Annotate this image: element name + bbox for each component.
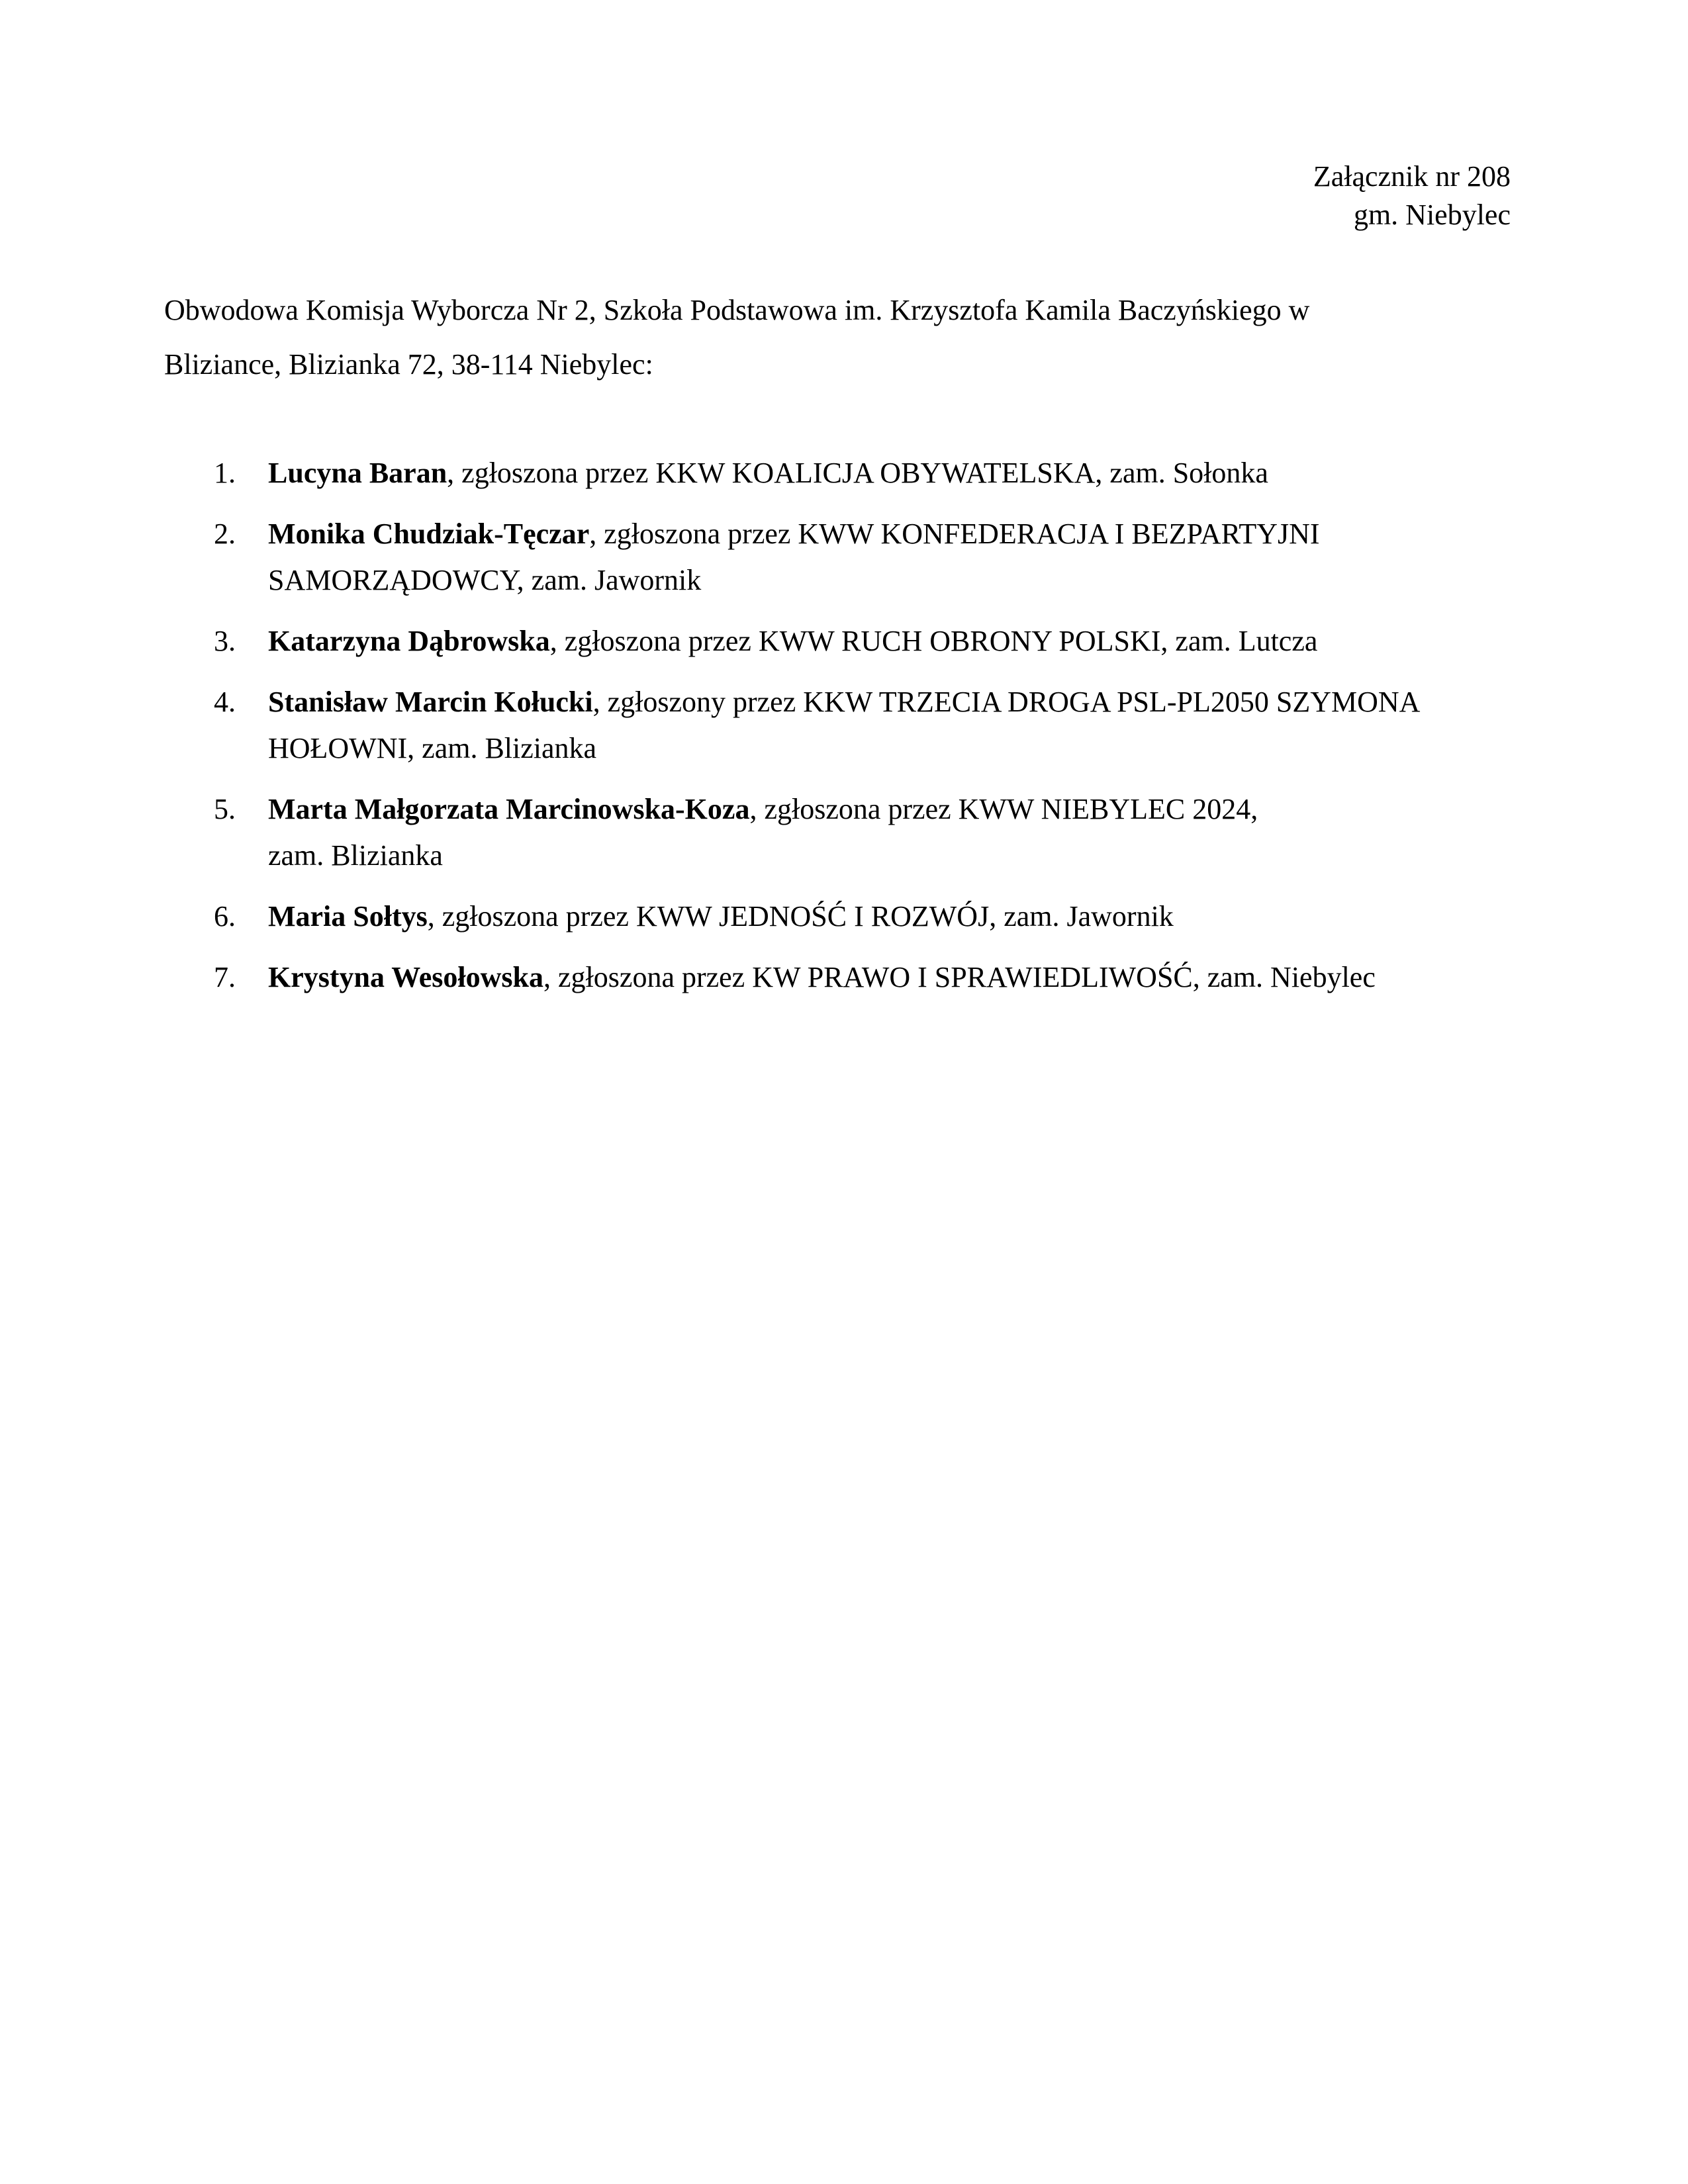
member-details: , zgłoszona przez KWW RUCH OBRONY POLSKI, zam. Lutcza (549, 625, 1318, 657)
member-list-item (164, 893, 1528, 940)
member-list-item (164, 679, 1528, 772)
member-number: 3. (214, 625, 236, 657)
member-number: 6. (214, 900, 236, 933)
member-list-item (164, 511, 1528, 604)
member-details: , zgłoszona przez KWW KONFEDERACJA I BEZPARTYJNI (589, 518, 1320, 550)
member-entry-line-1 (268, 618, 1528, 664)
member-number: 4. (214, 686, 236, 718)
member-list-item (164, 786, 1528, 879)
member-name: Maria Sołtys (268, 900, 428, 933)
member-details: , zgłoszona przez KKW KOALICJA OBYWATELSKA, zam. Sołonka (447, 457, 1268, 489)
member-entry-line-2: HOŁOWNI, zam. Blizianka (268, 732, 597, 764)
commission-description (164, 283, 1508, 392)
member-details: , zgłoszona przez KWW JEDNOŚĆ I ROZWÓJ, zam. Jawornik (427, 900, 1174, 933)
member-name: Monika Chudziak-Tęczar (268, 518, 590, 550)
member-name: Stanisław Marcin Kołucki (268, 686, 593, 718)
member-entry-line-1 (268, 679, 1528, 725)
member-entry-line-1 (268, 511, 1528, 557)
member-entry-line-1 (268, 954, 1528, 1001)
document-header (1313, 158, 1511, 234)
member-entry-line-1 (268, 893, 1528, 940)
member-entry-line-2: zam. Blizianka (268, 839, 443, 872)
commission-description-line-2: Bliziance, Blizianka 72, 38-114 Niebylec: (164, 348, 653, 381)
member-name: Katarzyna Dąbrowska (268, 625, 550, 657)
member-number: 2. (214, 518, 236, 550)
member-list-item (164, 618, 1528, 664)
member-entry-line-1 (268, 786, 1528, 833)
municipality-name: gm. Niebylec (1353, 199, 1511, 231)
commission-description-line-1: Obwodowa Komisja Wyborcza Nr 2, Szkoła Podstawowa im. Krzysztofa Kamila Baczyńskiego w (164, 294, 1310, 326)
member-number: 5. (214, 793, 236, 825)
member-number: 1. (214, 457, 236, 489)
member-details: , zgłoszona przez KW PRAWO I SPRAWIEDLIWOŚĆ, zam. Niebylec (543, 961, 1376, 993)
member-entry-line-1 (268, 450, 1528, 496)
member-name: Lucyna Baran (268, 457, 447, 489)
commission-members-list (164, 450, 1528, 1015)
member-name: Marta Małgorzata Marcinowska-Koza (268, 793, 750, 825)
member-list-item (164, 450, 1528, 496)
member-entry-line-2: SAMORZĄDOWCY, zam. Jawornik (268, 564, 702, 596)
member-details: , zgłoszony przez KKW TRZECIA DROGA PSL-PL2050 SZYMONA (592, 686, 1421, 718)
member-number: 7. (214, 961, 236, 993)
member-name: Krystyna Wesołowska (268, 961, 544, 993)
member-details: , zgłoszona przez KWW NIEBYLEC 2024, (749, 793, 1258, 825)
member-list-item (164, 954, 1528, 1001)
attachment-number: Załącznik nr 208 (1313, 160, 1511, 193)
